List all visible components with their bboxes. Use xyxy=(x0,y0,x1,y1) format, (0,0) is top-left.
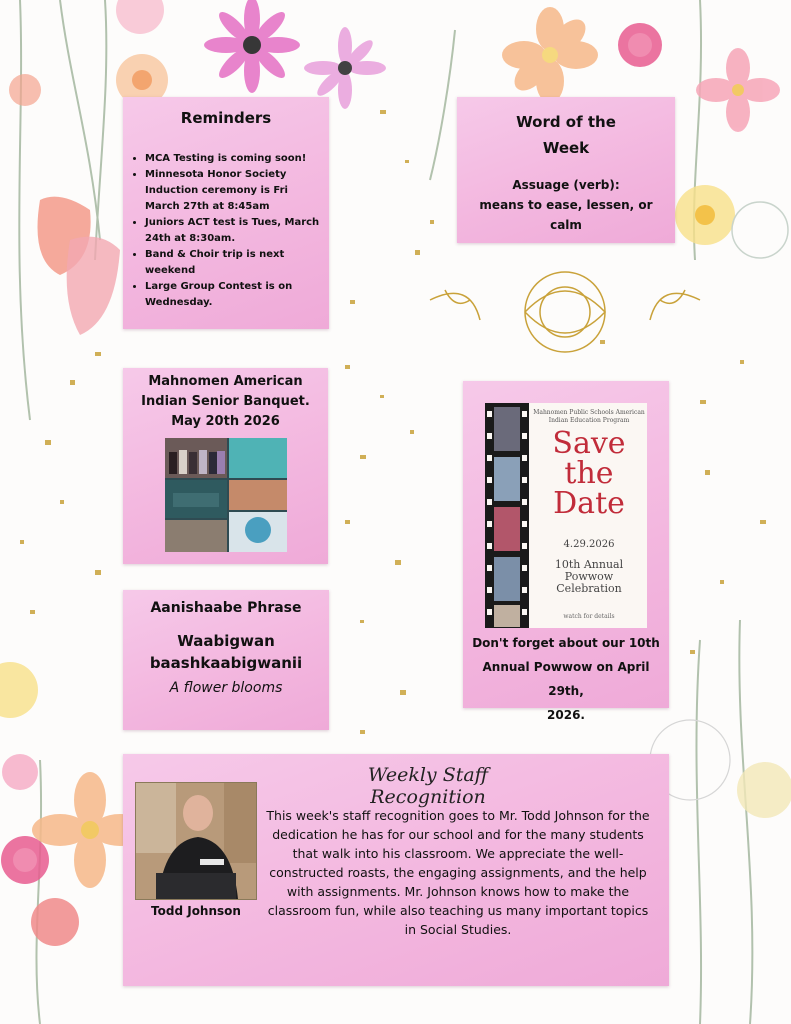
banquet-title-line2: Indian Senior Banquet. xyxy=(141,394,310,409)
reminders-card xyxy=(123,97,329,329)
banquet-title xyxy=(129,372,322,432)
list-item: • MCA Testing is coming soon! xyxy=(145,151,321,167)
powwow-caption-line3: 2026. xyxy=(547,708,585,722)
staff-recognition-card xyxy=(123,754,669,986)
phrase-title: Aanishaabe Phrase xyxy=(150,600,302,616)
poster-event: 10th Annual Powwow Celebration xyxy=(554,558,624,595)
pink-daisy-icon xyxy=(204,0,386,109)
powwow-caption xyxy=(463,631,669,727)
staff-body: This week's staff recognition goes to Mr. Todd Johnson for the dedication he has for our school and for the many students that walk into his classroom. We appreciate the well-constructed roasts, the engaging assignments, and the help with assignments. Mr. Johnson knows how to make the classroom fun, while also teaching us many important topics in Social Studies. xyxy=(266,808,650,937)
gold-flower-icon xyxy=(430,272,700,352)
list-item: • Band & Choir trip is next weekend xyxy=(145,247,321,279)
banquet-title-line1: Mahnomen American xyxy=(148,374,303,389)
phrase-ojibwe-line1: Waabigwan xyxy=(177,632,275,650)
phrase-english: A flower blooms xyxy=(169,680,283,696)
poster-header: Mahnomen Public Schools American Indian Education Program xyxy=(533,409,645,424)
word-title xyxy=(465,109,667,161)
word-title-line2: Week xyxy=(542,139,590,157)
list-item: • Minnesota Honor Society Induction ceremony is Fri March 27th at 8:45am xyxy=(145,167,321,215)
banquet-date: May 20th 2026 xyxy=(171,414,280,429)
powwow-poster xyxy=(485,403,647,628)
list-item: • Juniors ACT test is Tues, March 24th at 8:30am. xyxy=(145,215,321,247)
word-definition: means to ease, lessen, or calm xyxy=(479,198,653,232)
word-title-line1: Word of the xyxy=(516,113,616,131)
powwow-caption-line1: Don't forget about our 10th xyxy=(472,636,660,650)
powwow-caption-line2: Annual Powwow on April 29th, xyxy=(482,660,650,698)
phrase-ojibwe-line2: baashkaabigwanii xyxy=(149,654,303,672)
staff-name: Todd Johnson xyxy=(151,904,241,918)
poster-title: Save the Date xyxy=(552,426,626,521)
phrase-card xyxy=(123,590,329,730)
orange-flower-icon xyxy=(502,7,598,103)
word-term: Assuage (verb): xyxy=(512,178,620,192)
banquet-card xyxy=(123,368,328,564)
list-item: • Large Group Contest is on Wednesday. xyxy=(145,279,321,311)
staff-photo xyxy=(135,782,257,900)
poster-footer: watch for details xyxy=(563,613,615,620)
reminders-list xyxy=(131,151,321,311)
banquet-photo xyxy=(165,438,287,552)
reminders-title: Reminders xyxy=(180,109,272,127)
staff-title: Weekly Staff Recognition xyxy=(367,764,489,808)
powwow-card xyxy=(463,381,669,722)
phrase-ojibwe xyxy=(129,630,323,674)
word-definition-block xyxy=(465,175,667,235)
poster-date: 4.29.2026 xyxy=(563,539,615,550)
word-of-week-card xyxy=(457,97,675,243)
